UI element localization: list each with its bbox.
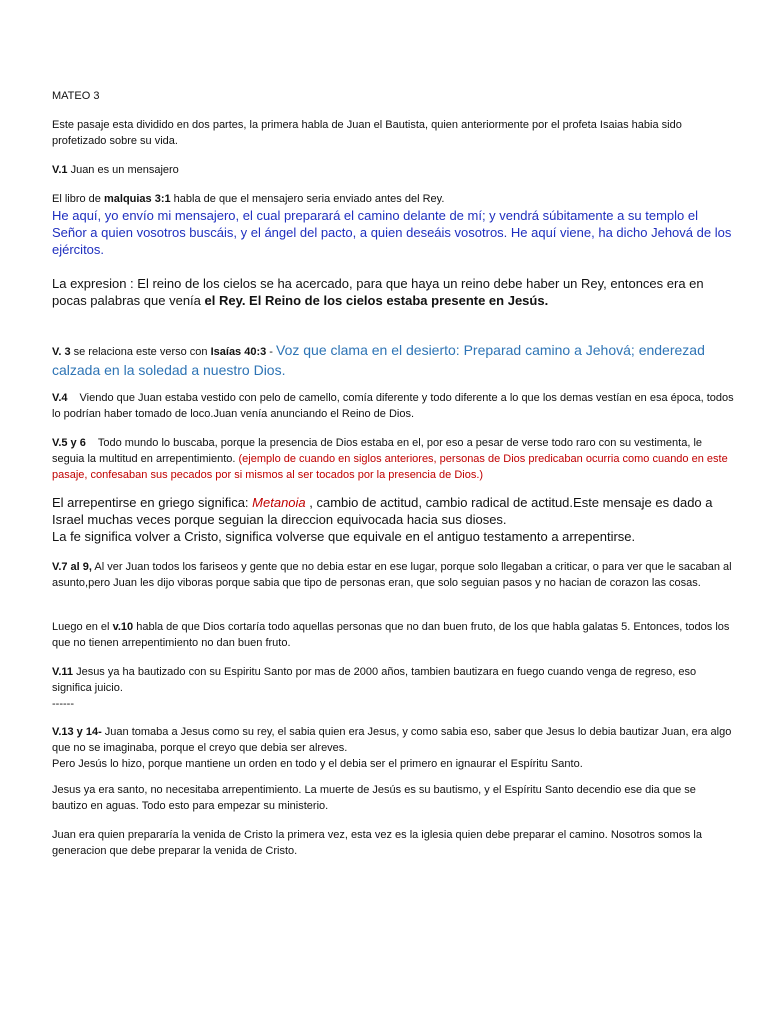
arrep-post: , cambio de actitud, cambio radical de actitud.Este mensaje es dado a Israel muchas veces porque seguian la direccion equivocada hacia sus dioses. <box>52 495 713 527</box>
malquias-ref: malquias 3:1 <box>103 193 171 205</box>
v5-ref: V.5 y 6 <box>52 437 86 449</box>
v11-paragraph <box>52 664 734 712</box>
malaquias-quote <box>52 207 734 258</box>
v4-ref: V.4 <box>52 392 68 404</box>
v11-dashes: ------ <box>52 698 74 710</box>
v3-paragraph <box>52 341 734 381</box>
v13-line2: Pero Jesús lo hizo, porque mantiene un orden en todo y el debia ser el primero en ignaurar el Espíritu Santo. <box>52 758 583 770</box>
v13-text: Juan tomaba a Jesus como su rey, el sabia quien era Jesus, y como sabia eso, saber que Jesus lo debia bautizar Juan, era algo que no se imaginaba, porque el creyo que debia ser alreves. <box>52 726 732 754</box>
final-paragraph <box>52 827 734 859</box>
v4-paragraph <box>52 390 734 422</box>
v10-pre: Luego en el <box>52 621 113 633</box>
v7-ref: V.7 al 9, <box>52 561 92 573</box>
arrep-line2: La fe significa volver a Cristo, significa volverse que equivale en el antiguo testamento a arrepentirse. <box>52 529 636 544</box>
v10-post: habla de que Dios cortaría todo aquellas personas que no dan buen fruto, de los que habla galatas 5. Entonces, todos los que no tienen arrepentimiento no dan buen fruto. <box>52 621 730 649</box>
document-title <box>52 88 734 104</box>
v4-text: Viendo que Juan estaba vestido con pelo de camello, comía diferente y todo diferente a lo que los demas vestían en esa época, todos lo podrían haber tomado de loco.Juan venía anunciando el Reino de Dios. <box>52 392 734 420</box>
v11-text: Jesus ya ha bautizado con su Espiritu Santo por mas de 2000 años, tambien bautizara en fuego cuando venga de regreso, eso significa juicio. <box>52 666 697 694</box>
v3-quote: Voz que clama en el desierto: Preparad camino a Jehová; enderezad calzada en la soledad a nuestro Dios. <box>52 342 705 378</box>
v3-dash: - <box>266 346 277 358</box>
v1-paragraph <box>52 162 734 178</box>
v3-text: se relaciona este verso con <box>70 346 211 358</box>
final-text: Juan era quien prepararía la venida de Cristo la primera vez, esta vez es la iglesia quien debe preparar el camino. Nosotros somos la generacion que debe preparar la venida de Cristo. <box>52 829 702 857</box>
v7-paragraph <box>52 559 734 591</box>
v5-paragraph <box>52 435 734 483</box>
malquias-pre: El libro de <box>52 193 104 205</box>
v5-text: Todo mundo lo buscaba, porque la presencia de Dios estaba en el, por eso a pesar de verse todo raro con su vestimenta, le seguia la multitud en arrepentimiento. <box>52 437 703 465</box>
v11-ref: V.11 <box>52 666 74 678</box>
v7-text: Al ver Juan todos los fariseos y gente que no debia estar en ese lugar, porque solo llegaban a criticar, o para ver que le sacaban al asunto,pero Juan les dijo viboras porque sabia que tipo de personas eran, que solo seguian pasos y no hacian de corazon las cosas. <box>52 561 732 589</box>
malaquias-quote-text: He aquí, yo envío mi mensajero, el cual preparará el camino delante de mí; y vendrá súbitamente a su templo el Señor a quien vosotros buscáis, y el ángel del pacto, a quien deseáis vosotros. He aquí viene, ha dicho Jehová de los ejércitos. <box>52 208 732 257</box>
santo-paragraph <box>52 782 734 814</box>
santo-text: Jesus ya era santo, no necesitaba arrepentimiento. La muerte de Jesús es su bautismo, y el Espíritu Santo decendio ese dia que se bautizo en aguas. Todo esto para empezar su ministerio. <box>52 784 696 812</box>
v10-ref: v.10 <box>112 621 134 633</box>
v13-ref: V.13 y 14- <box>52 726 102 738</box>
reino-bold: el Rey. El Reino de los cielos estaba presente en Jesús <box>204 293 545 308</box>
arrepentirse-paragraph <box>52 494 734 545</box>
title-text: MATEO 3 <box>52 90 100 102</box>
v1-ref: V.1 <box>52 164 68 176</box>
malquias-post: habla de que el mensajero seria enviado antes del Rey. <box>170 193 445 205</box>
reino-pre: La expresion : El reino de los cielos se ha acercado, para que haya un reino debe haber un Rey, entonces era en pocas palabras que venía <box>52 276 704 308</box>
arrep-pre: El arrepentirse en griego significa: <box>52 495 253 510</box>
v3-ref: V. 3 <box>52 346 71 358</box>
v5-red-note: (ejemplo de cuando en siglos anteriores, personas de Dios predicaban ocurria como cuando en este pasaje, confesaban sus pecados por si mismos al ser tocados por la presencia de Dios.) <box>52 453 728 481</box>
intro-text: Este pasaje esta dividido en dos partes, la primera habla de Juan el Bautista, quien anteriormente por el profeta Isaias habia sido profetizado sobre su vida. <box>52 119 682 147</box>
reino-post: . <box>544 293 549 308</box>
arrep-word: Metanoia <box>252 495 306 510</box>
v13-paragraph <box>52 724 734 772</box>
v1-text: Juan es un mensajero <box>67 164 179 176</box>
reino-paragraph <box>52 275 734 309</box>
intro-paragraph <box>52 117 734 149</box>
malquias-paragraph <box>52 191 734 207</box>
v10-paragraph <box>52 619 734 651</box>
v3-isaias: Isaías 40:3 <box>210 346 267 358</box>
